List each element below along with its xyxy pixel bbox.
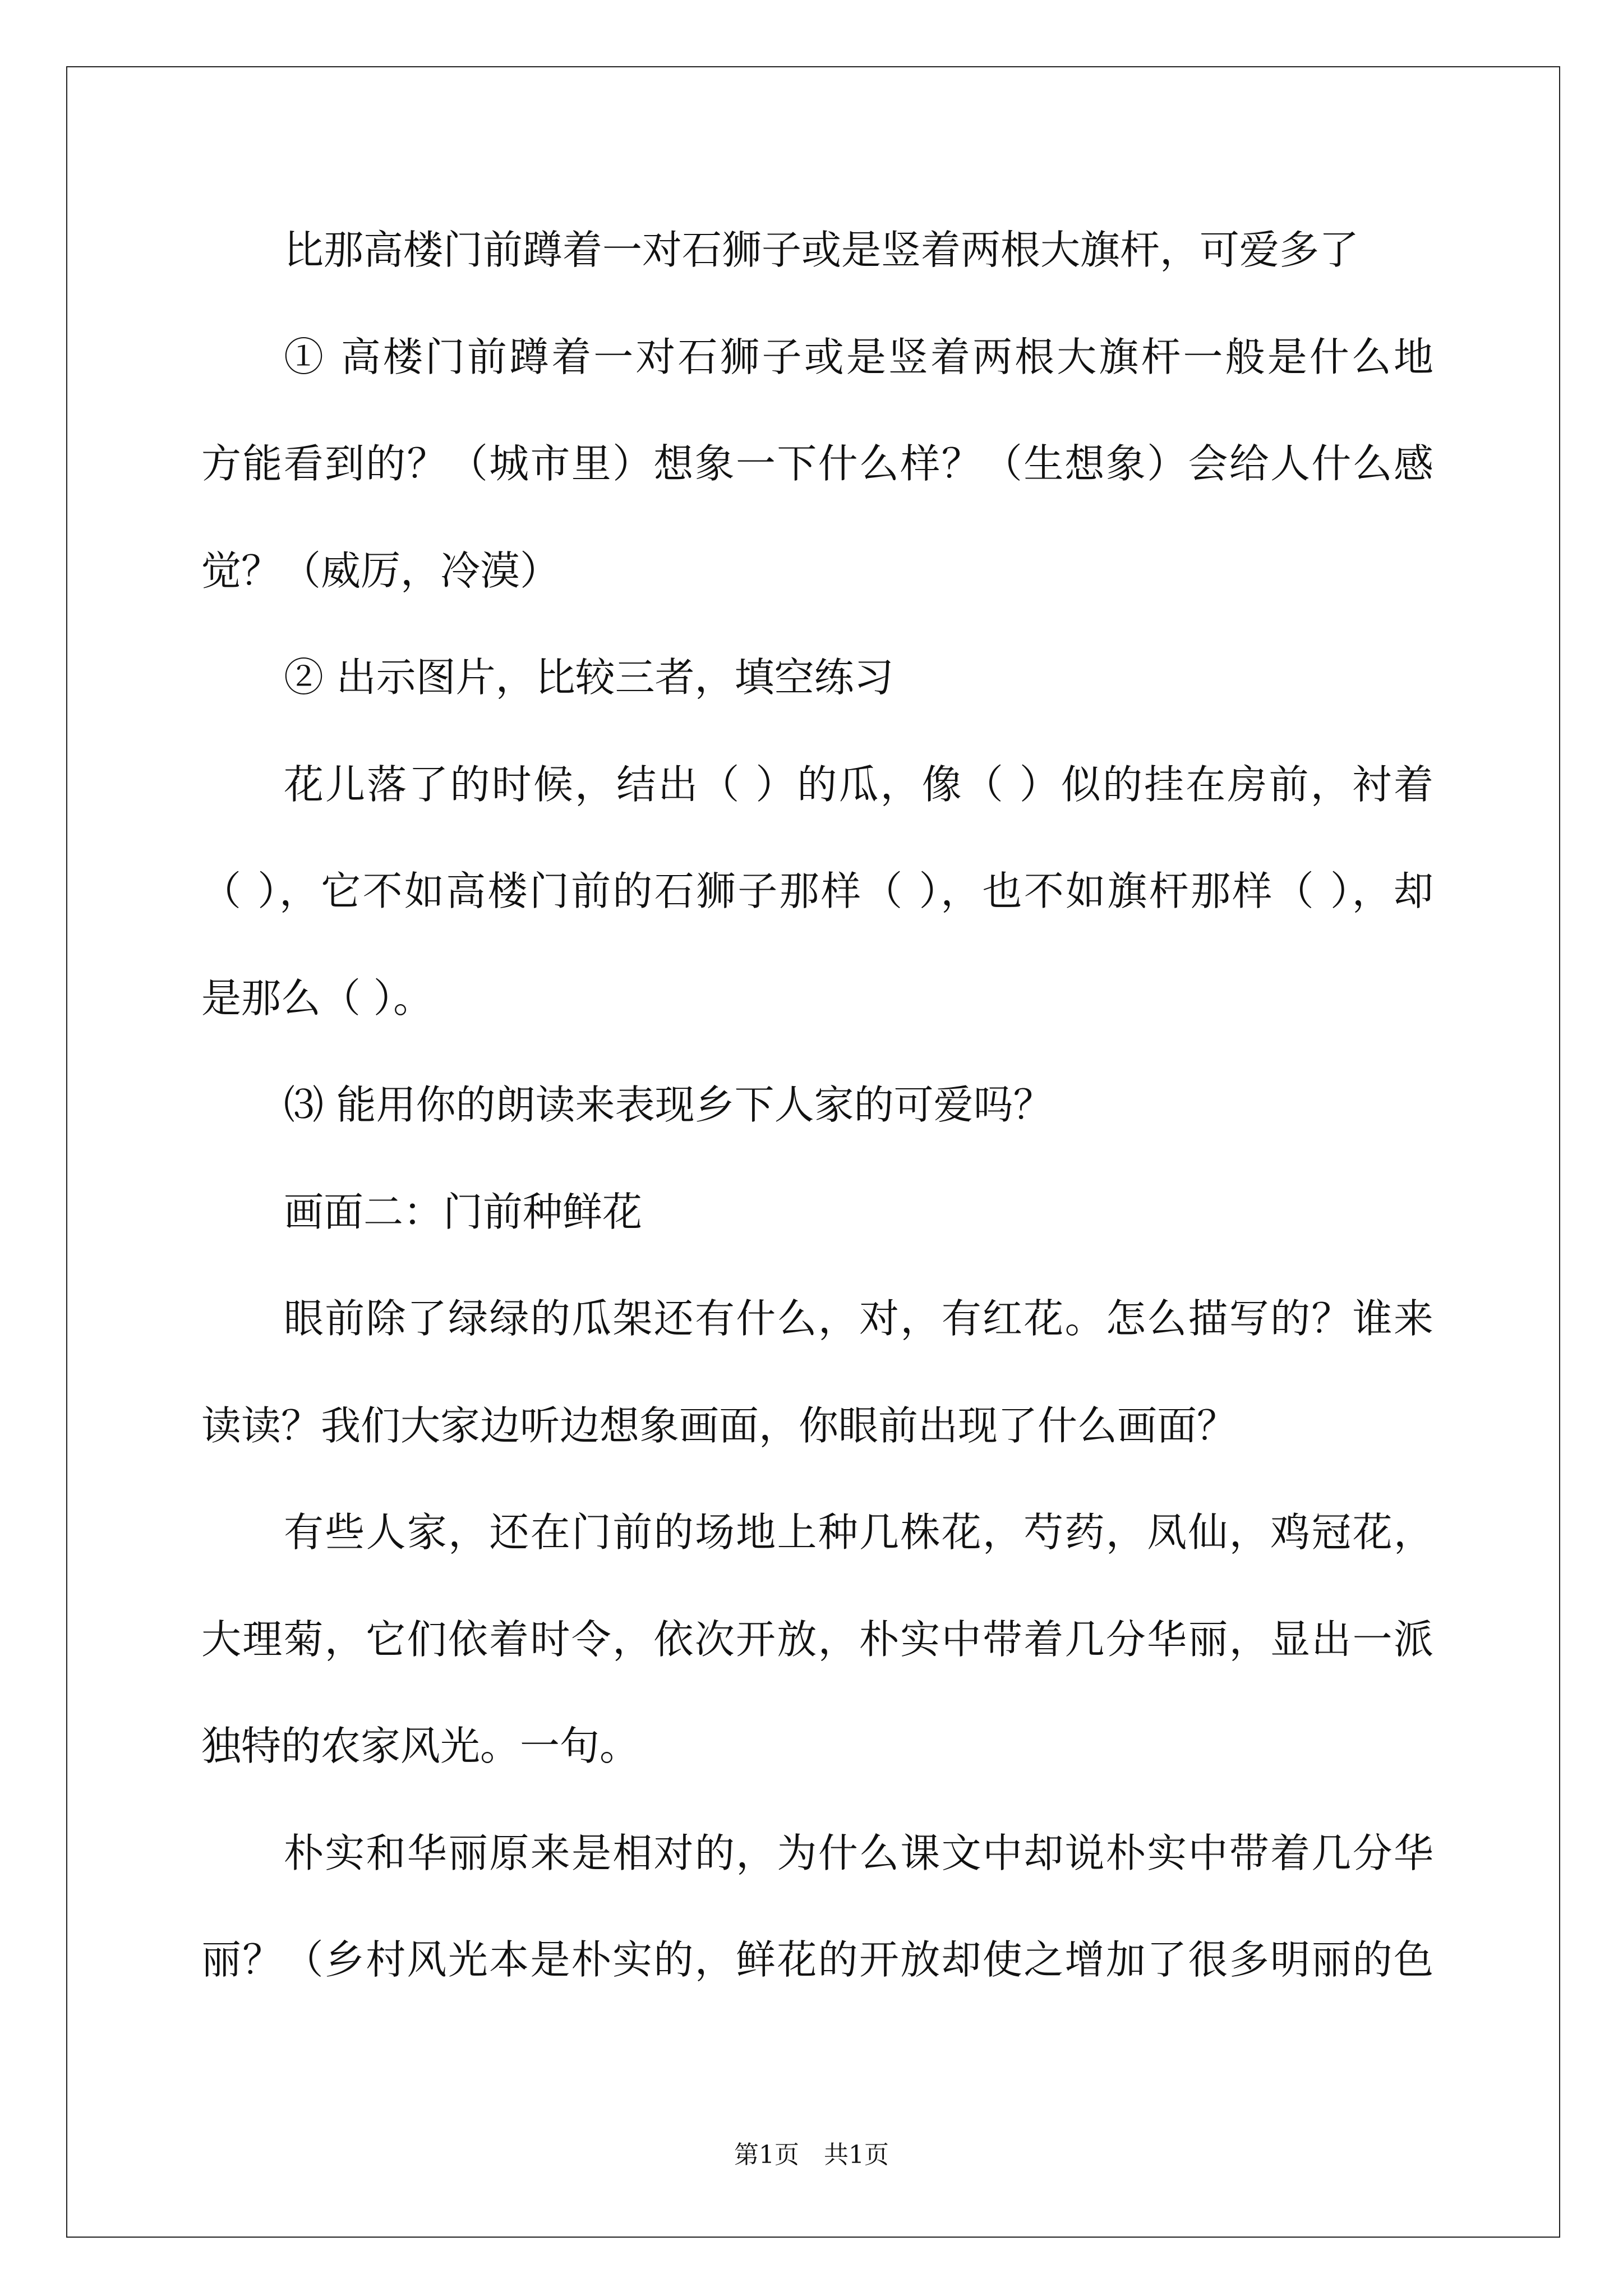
text-line: 朴实和华丽原来是相对的，为什么课文中却说朴实中带着几分华 bbox=[284, 1829, 1433, 1876]
paragraph bbox=[201, 197, 1433, 304]
page-number-footer: 第1页 共1页 bbox=[734, 2141, 889, 2169]
text-line: 觉？（威厉，冷漠） bbox=[201, 547, 560, 594]
text-line: ⑶ 能用你的朗读来表现乡下人家的可爱吗？ bbox=[284, 1082, 1053, 1128]
paragraph bbox=[201, 624, 1433, 731]
text-line: ① 高楼门前蹲着一对石狮子或是竖着两根大旗杆一般是什么地 bbox=[284, 333, 1433, 380]
text-line: 独特的农家风光。一句。 bbox=[201, 1723, 640, 1769]
paragraph bbox=[201, 304, 1433, 625]
paragraph bbox=[201, 1052, 1433, 1159]
paragraph bbox=[201, 1266, 1433, 1479]
paragraph bbox=[201, 1800, 1433, 2014]
paragraph bbox=[201, 1479, 1433, 1800]
text-line: 读读？我们大家边听边想象画面，你眼前出现了什么画面？ bbox=[201, 1402, 1237, 1449]
section-heading bbox=[201, 1159, 1433, 1266]
text-line: 方能看到的？（城市里）想象一下什么样？（生想象）会给人什么感 bbox=[201, 440, 1433, 487]
text-line: 丽？（乡村风光本是朴实的，鲜花的开放却使之增加了很多明丽的色 bbox=[201, 1936, 1433, 1983]
text-line: （ ），它不如高楼门前的石狮子那样（ ），也不如旗杆那样（ ），却 bbox=[201, 868, 1433, 914]
text-line: 大理菊，它们依着时令，依次开放，朴实中带着几分华丽，显出一派 bbox=[201, 1616, 1433, 1663]
paragraph bbox=[201, 731, 1433, 1052]
text-line: 画面二：门前种鲜花 bbox=[284, 1188, 643, 1235]
document-body bbox=[201, 197, 1433, 2014]
text-line: 有些人家，还在门前的场地上种几株花，芍药，凤仙，鸡冠花， bbox=[284, 1509, 1433, 1556]
text-line: 眼前除了绿绿的瓜架还有什么，对，有红花。怎么描写的？谁来 bbox=[284, 1295, 1433, 1342]
text-line: 是那么（ ）。 bbox=[201, 974, 434, 1022]
text-line: ② 出示图片，比较三者，填空练习 bbox=[284, 654, 894, 701]
text-line: 花儿落了的时候，结出（ ）的瓜，像（ ）似的挂在房前，衬着 bbox=[284, 761, 1433, 808]
text-line: 比那高楼门前蹲着一对石狮子或是竖着两根大旗杆，可爱多了 bbox=[284, 227, 1359, 273]
